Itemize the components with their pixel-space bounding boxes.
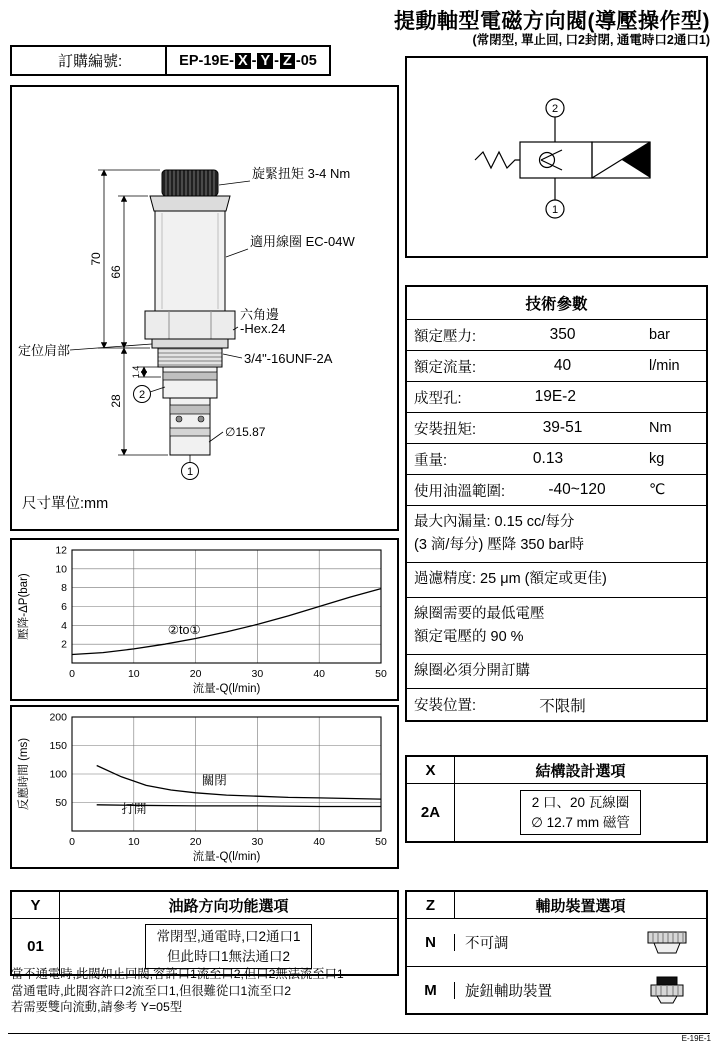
tech-text-line: (3 滴/每分) 壓降 350 bar時: [414, 537, 585, 554]
tech-row: [407, 413, 706, 444]
knob-icon: [628, 975, 706, 1005]
tech-text-line: 線圈需要的最低電壓: [414, 605, 545, 622]
dim-28-label: 28: [109, 394, 123, 408]
tech-param-unit: ℃: [649, 482, 666, 498]
y-note-line: 當通電時,此閥容許口2流至口1,但很難從口1流至口2: [11, 983, 292, 998]
unit-note: 尺寸單位:mm: [22, 496, 109, 512]
hex-callout-line2: -Hex.24: [240, 321, 286, 336]
x-axis-title: 流量-Q(l/min): [192, 851, 261, 863]
series-label: ②to①: [167, 622, 201, 637]
x-option-row: [407, 784, 706, 841]
x-tick-label: 20: [189, 668, 202, 680]
tech-param-value: 350: [549, 326, 576, 343]
page-footer: E-19E-1: [681, 1034, 711, 1042]
order-number-label: 訂購編號:: [58, 53, 123, 70]
series-line: [72, 589, 381, 655]
y-options-table: [10, 890, 399, 976]
pressure-drop-svg: [12, 540, 397, 699]
x-tick-label: 0: [69, 668, 75, 680]
tech-param-unit: bar: [649, 327, 670, 343]
tech-row: [407, 475, 706, 506]
tech-param-label: 安裝位置:: [414, 698, 477, 715]
coil-callout: 適用線圈 EC-04W: [250, 234, 355, 249]
x-option-line: 2 口、20 瓦線圈: [531, 794, 630, 810]
x-tick-label: 10: [127, 668, 140, 680]
x-tick-label: 10: [127, 836, 140, 848]
order-code-x: X: [235, 53, 251, 69]
tech-param-value: 0.13: [532, 450, 564, 467]
nut-icon: [628, 929, 706, 957]
x-options-table: [405, 755, 708, 843]
y-table-header: [12, 892, 397, 919]
y-axis-title: 壓降-ΔP(bar): [18, 573, 30, 640]
x-tick-label: 40: [313, 668, 326, 680]
torque-callout: 旋緊扭矩 3-4 Nm: [252, 166, 351, 181]
valve-body: [145, 170, 235, 455]
tech-text-line: 過濾精度: 25 μm (額定或更佳): [414, 571, 607, 588]
x-option-line: ∅ 12.7 mm 磁管: [531, 814, 630, 830]
series-label: 關閉: [201, 773, 227, 788]
page-subtitle: (常閉型, 單止回, 口2封閉, 通電時口2通口1): [472, 33, 710, 47]
x-tick-label: 30: [251, 668, 264, 680]
tech-param-value: -40~120: [548, 481, 606, 498]
tech-param-value: 不限制: [539, 697, 586, 715]
tech-text-line: 最大內漏量: 0.15 cc/每分: [414, 514, 575, 530]
pressure-drop-chart: [10, 538, 399, 701]
z-option-row-n: [407, 919, 706, 966]
response-time-chart: [10, 705, 399, 869]
y-tick-label: 150: [49, 740, 67, 752]
x-option-code: 2A: [407, 784, 455, 841]
spring-symbol: [475, 152, 520, 168]
tech-param-unit: kg: [649, 451, 665, 467]
y-tick-label: 4: [61, 619, 67, 632]
x-tick-label: 50: [375, 836, 387, 848]
tech-row: [407, 320, 706, 351]
order-code-dash: -: [251, 52, 257, 69]
tech-text-line: 額定電壓的 90 %: [414, 628, 524, 645]
x-tick-label: 20: [189, 836, 202, 848]
z-table-key: Z: [407, 892, 455, 918]
x-tick-label: 0: [69, 836, 75, 848]
order-code-dash: -: [274, 52, 279, 69]
y-table-notes: [11, 966, 405, 1016]
y-tick-label: 2: [61, 638, 67, 651]
tech-row: [407, 598, 706, 655]
x-table-title: 結構設計選項: [535, 762, 626, 780]
tech-row: [407, 506, 706, 563]
z-table-header: [407, 892, 706, 919]
hydraulic-symbol: [407, 58, 706, 256]
y-tick-label: 12: [55, 544, 67, 557]
z-table-title: 輔助裝置選項: [535, 897, 626, 915]
order-code-y: Y: [257, 53, 273, 69]
y-tick-label: 6: [61, 601, 67, 613]
dim-70-label: 70: [89, 252, 103, 266]
y-tick-label: 200: [49, 711, 67, 724]
tech-param-label: 安裝扭矩:: [414, 421, 477, 438]
y-note-line: 當不通電時,此閥如止回閥,容許口1流至口2,但口2無法流至口1: [11, 967, 344, 981]
series-label: 打開: [121, 801, 147, 816]
x-option-description: [520, 790, 641, 835]
page-bottom-rule: [8, 1033, 710, 1034]
y-tick-label: 8: [61, 582, 67, 595]
thread-callout: 3/4"-16UNF-2A: [244, 351, 333, 366]
series-line: [97, 766, 381, 800]
port-2-marker: 2: [138, 389, 146, 401]
diameter-label: ∅15.87: [225, 425, 266, 439]
order-code-suffix: -05: [295, 52, 317, 69]
tech-row: [407, 563, 706, 597]
symbol-port-1: 1: [551, 204, 559, 216]
x-tick-label: 50: [375, 668, 387, 680]
tech-row: [407, 655, 706, 689]
tech-param-value: 19E-2: [534, 388, 576, 405]
dim-1-4-label: 1.4: [131, 365, 141, 379]
tech-param-unit: Nm: [649, 420, 672, 436]
y-axis-title: 反應時間 (ms): [18, 737, 30, 811]
x-option-content: [455, 784, 706, 841]
x-table-key: X: [407, 757, 455, 783]
tech-row: [407, 444, 706, 475]
z-option-label: 不可調: [465, 936, 509, 952]
tech-row: [407, 351, 706, 382]
y-table-title: 油路方向功能選項: [168, 897, 289, 915]
tech-table-title: 技術參數: [407, 287, 706, 320]
tech-param-label: 額定流量:: [414, 359, 477, 376]
y-table-key: Y: [12, 892, 60, 918]
port-1-marker: 1: [186, 466, 194, 478]
y-option-line: 但此時口1無法通口2: [166, 948, 291, 964]
tech-param-label: 成型孔:: [414, 390, 462, 407]
tech-row: [407, 689, 706, 720]
y-option-line: 常閉型,通電時,口2通口1: [156, 929, 301, 944]
order-code: [165, 47, 329, 74]
x-axis-title: 流量-Q(l/min): [192, 683, 261, 695]
x-tick-label: 30: [251, 836, 264, 848]
order-number-box: [10, 45, 331, 76]
z-option-code: N: [407, 934, 455, 951]
dim-66-label: 66: [109, 265, 123, 279]
y-tick-label: 100: [49, 768, 67, 781]
y-option-description: [145, 924, 311, 969]
order-code-prefix: EP-19E-: [179, 52, 234, 69]
hex-callout-line1: 六角邊: [240, 307, 280, 322]
tech-text-line: 線圈必須分開訂購: [414, 662, 530, 679]
x-tick-label: 40: [313, 836, 326, 848]
tech-parameters-table: [405, 285, 708, 722]
y-tick-label: 10: [55, 563, 67, 576]
response-time-svg: [12, 707, 397, 867]
hydraulic-symbol-box: [405, 56, 708, 258]
tech-param-label: 使用油溫範圍:: [414, 483, 506, 500]
page-title: 提動軸型電磁方向閥(導壓操作型): [394, 10, 710, 33]
tech-param-value: 39-51: [542, 419, 583, 436]
z-option-row-m: [407, 966, 706, 1013]
solenoid-symbol: [623, 143, 650, 177]
z-option-code: M: [407, 982, 455, 999]
shoulder-callout: 定位肩部: [18, 343, 71, 358]
z-option-label: 旋鈕輔助裝置: [465, 983, 552, 1000]
tech-table-body: [407, 320, 706, 720]
order-code-z: Z: [280, 53, 295, 69]
tech-param-label: 重量:: [414, 452, 448, 469]
tech-row: [407, 382, 706, 413]
y-note-line: 若需要雙向流動,請參考 Y=05型: [11, 1000, 183, 1015]
y-option-code: 01: [12, 919, 60, 974]
tech-param-label: 額定壓力:: [414, 328, 477, 345]
symbol-port-2: 2: [551, 103, 559, 115]
y-tick-label: 50: [55, 797, 67, 809]
valve-drawing: [12, 87, 397, 485]
tech-param-value: 40: [553, 357, 572, 374]
z-options-table: [405, 890, 708, 1015]
tech-param-unit: l/min: [649, 358, 680, 374]
x-table-header: [407, 757, 706, 784]
valve-drawing-box: [10, 85, 399, 531]
